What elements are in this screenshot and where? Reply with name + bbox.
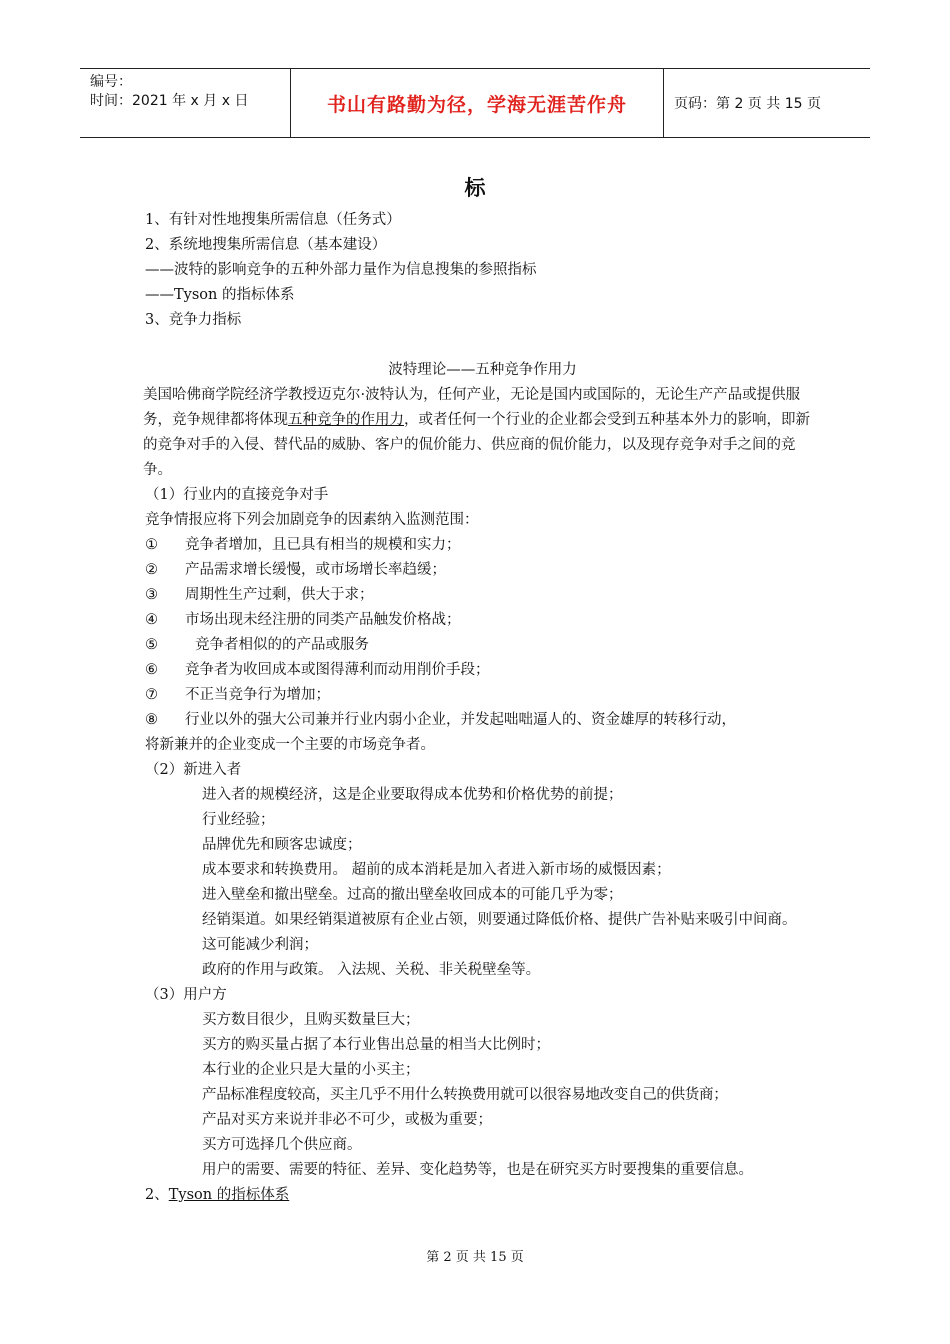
porter-paragraph	[143, 383, 813, 483]
document-body	[145, 208, 820, 1208]
motto: 书山有路勤为径，学海无涯苦作舟	[326, 93, 627, 116]
list-item: 买方可选择几个供应商。	[202, 1137, 362, 1153]
intro-line: 3、竞争力指标	[145, 312, 242, 328]
list-item: 进入壁垒和撤出壁垒。过高的撤出壁垒收回成本的可能几乎为零；	[202, 887, 623, 903]
list-item	[145, 683, 820, 708]
list-item	[145, 708, 820, 733]
closing-line	[145, 1183, 820, 1208]
page-footer: 第 2 页 共 15 页	[426, 1250, 524, 1265]
section-heading: （2）新进入者	[145, 762, 242, 778]
paragraph-text: 美国哈佛商学院经济学教授迈克尔·波特认为，任何产业，无论是国内或国际的，无论生产产品或提供服务，竞争规律都将体现	[143, 387, 801, 428]
item-number: ①	[145, 537, 158, 553]
tyson-link[interactable]: Tyson 的指标体系	[168, 1187, 290, 1203]
section-heading: （3）用户方	[145, 987, 227, 1003]
list-item: 买方的购买量占据了本行业售出总量的相当大比例时；	[202, 1037, 550, 1053]
five-forces-link[interactable]: 五种竞争的作用力	[288, 412, 404, 428]
list-item: 用户的需要、需要的特征、差异、变化趋势等，也是在研究买方时要搜集的重要信息。	[202, 1162, 753, 1178]
item-text: 周期性生产过剩，供大于求；	[185, 587, 374, 603]
section-title: 波特理论——五种竞争作用力	[388, 362, 577, 378]
section-heading: （1）行业内的直接竞争对手	[145, 487, 329, 503]
list-item	[145, 608, 820, 633]
intro-line: 1、有针对性地搜集所需信息（任务式）	[145, 212, 401, 228]
header-meta	[80, 69, 291, 137]
list-item: 本行业的企业只是大量的小买主；	[202, 1062, 420, 1078]
item-number: ⑦	[145, 687, 158, 703]
page-label: 页码：第 2 页 共 15 页	[674, 96, 821, 112]
item-number: ③	[145, 587, 158, 603]
item-number: ⑤	[145, 637, 158, 653]
list-item-continuation: 将新兼并的企业变成一个主要的市场竞争者。	[145, 737, 435, 753]
list-item	[145, 558, 820, 583]
item-text: 市场出现未经注册的同类产品触发价格战；	[185, 612, 461, 628]
list-item: 进入者的规模经济，这是企业要取得成本优势和价格优势的前提；	[202, 787, 623, 803]
header-motto-cell	[291, 69, 664, 137]
list-item	[145, 658, 820, 683]
list-item: 产品对买方来说并非必不可少，或极为重要；	[202, 1112, 492, 1128]
section-lead: 竞争情报应将下列会加剧竞争的因素纳入监测范围：	[145, 512, 479, 528]
list-item: 品牌优先和顾客忠诚度；	[202, 837, 362, 853]
time-label: 时间：2021 年 x 月 x 日	[90, 93, 249, 109]
item-number: ⑥	[145, 662, 158, 678]
item-text: 行业以外的强大公司兼并行业内弱小企业，并发起咄咄逼人的、资金雄厚的转移行动，	[185, 712, 736, 728]
item-number: ④	[145, 612, 158, 628]
header-page-cell	[664, 69, 870, 137]
list-item: 行业经验；	[202, 812, 275, 828]
code-label: 编号：	[90, 74, 132, 90]
item-text: 竞争者增加，且已具有相当的规模和实力；	[185, 537, 461, 553]
paragraph-text: ，或者任何一个行业的企业都会受到五种基本外力的影响，即新的竞争对手的入侵、替代品的威胁、客户的侃价能力、供应商的侃价能力，以及现存竞争对手之间的竞争。	[143, 412, 810, 478]
item-text: 产品需求增长缓慢，或市场增长率趋缓；	[185, 562, 446, 578]
list-item	[145, 533, 820, 558]
list-item	[145, 633, 820, 658]
list-item: 产品标准程度较高，买主几乎不用什么转换费用就可以很容易地改变自己的供货商；	[202, 1087, 728, 1103]
item-number: ⑧	[145, 712, 158, 728]
item-text: 不正当竞争行为增加；	[185, 687, 330, 703]
intro-line: ——Tyson 的指标体系	[145, 287, 295, 303]
item-text: 竞争者相似的的产品或服务	[195, 637, 369, 653]
list-item: 经销渠道。如果经销渠道被原有企业占领，则要通过降低价格、提供广告补贴来吸引中间商。这可能减少利润；	[202, 912, 797, 953]
page-title: 标	[464, 176, 486, 200]
item-text: 竞争者为收回成本或图得薄利而动用削价手段；	[185, 662, 490, 678]
list-item: 政府的作用与政策。 入法规、关税、非关税壁垒等。	[202, 962, 541, 978]
intro-line: 2、系统地搜集所需信息（基本建设）	[145, 237, 387, 253]
header-table	[80, 68, 870, 138]
list-item	[145, 583, 820, 608]
closing-prefix: 2、	[145, 1187, 169, 1203]
list-item: 成本要求和转换费用。 超前的成本消耗是加入者进入新市场的威慑因素；	[202, 862, 671, 878]
list-item: 买方数目很少，且购买数量巨大；	[202, 1012, 420, 1028]
item-number: ②	[145, 562, 158, 578]
intro-line: ——波特的影响竞争的五种外部力量作为信息搜集的参照指标	[145, 262, 537, 278]
